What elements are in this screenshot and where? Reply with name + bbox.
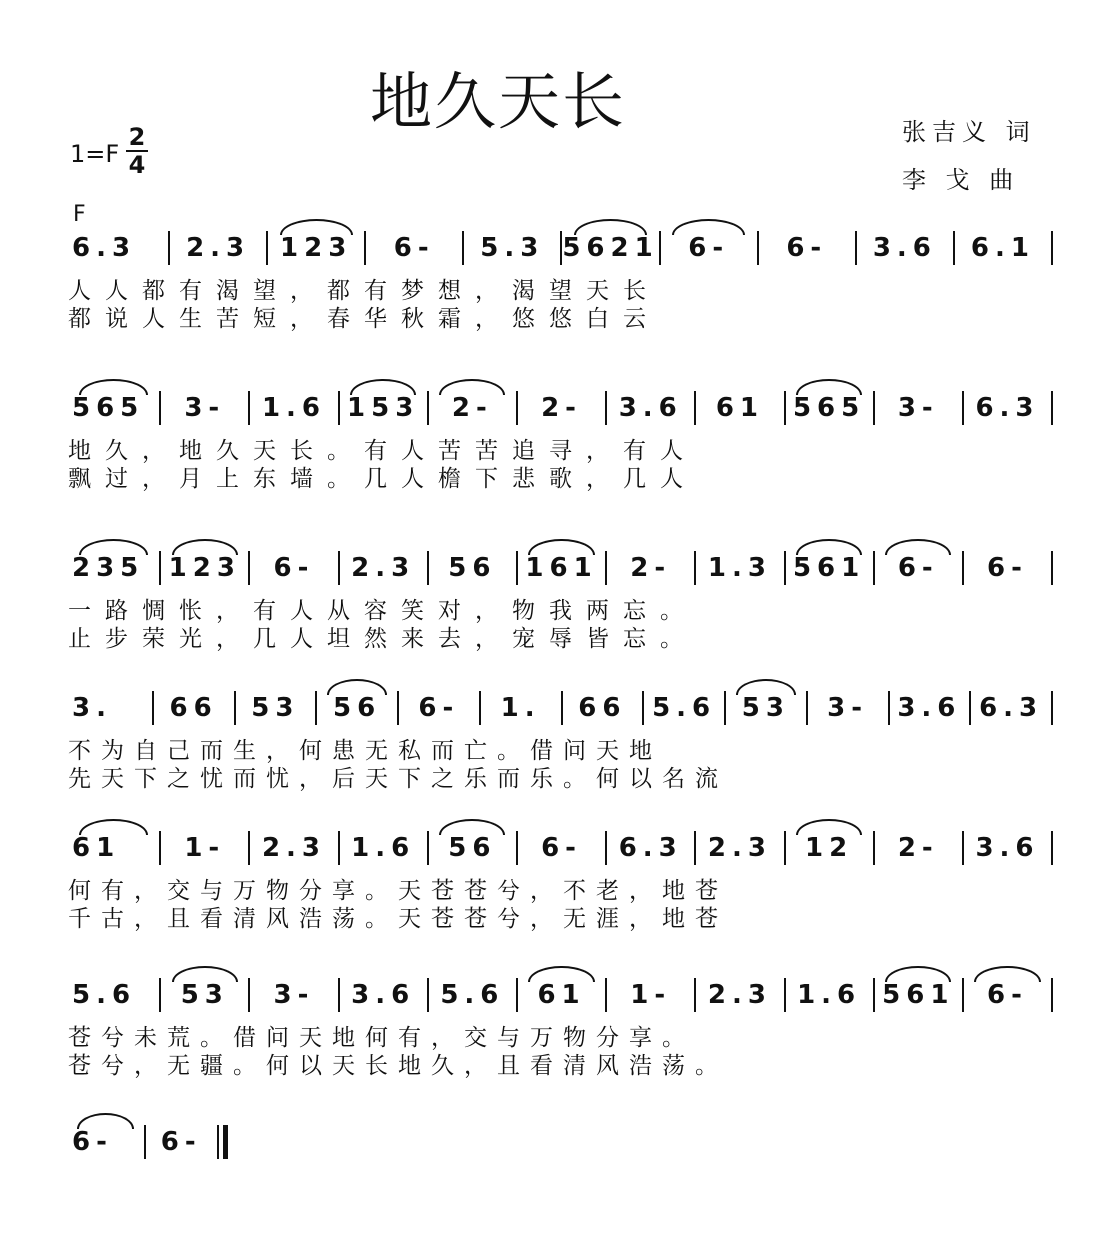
note-group: 61 [518, 980, 605, 1010]
final-barline [223, 1125, 228, 1159]
barline [1051, 231, 1053, 265]
note-group: 61 [68, 833, 159, 863]
note-group: 6- [541, 833, 582, 863]
lyrics-verse2: 飘过，月上东墙。几人檐下悲歌，几人 [68, 466, 697, 492]
note-group: 561 [786, 553, 873, 583]
note-group: 6- [393, 233, 435, 263]
note-group: 3.6 [351, 980, 416, 1010]
song-title: 地久天长 [370, 65, 627, 138]
note-group: 3.6 [897, 693, 962, 723]
note-group: 1.6 [351, 833, 416, 863]
note-group: 161 [518, 553, 605, 583]
lyrics-verse1: 一路惆怅，有人从容笑对，物我两忘。 [68, 598, 697, 624]
note-group: 1. [500, 693, 541, 723]
note-group: 6- [987, 553, 1028, 583]
note-group: 12 [786, 833, 873, 863]
note-group: 2- [630, 553, 672, 583]
score-row [68, 548, 1053, 668]
note-group: 5.6 [72, 980, 137, 1010]
note-group: 66 [169, 693, 218, 723]
notes-line [68, 688, 1053, 728]
lyrics-verse1: 地久，地久天长。有人苦苦追寻，有人 [68, 438, 697, 464]
lyricist-credit: 张吉义 词 [902, 118, 1036, 146]
note-group: 123 [268, 233, 364, 263]
note-group: 1.6 [797, 980, 862, 1010]
note-group: 2.3 [707, 980, 772, 1010]
note-group: 53 [161, 980, 248, 1010]
lyrics-verse2: 先天下之忧而忧，后天下之乐而乐。何以名流 [68, 766, 728, 792]
note-group: 2.3 [186, 233, 251, 263]
lyrics-verse1: 苍兮未荒。借问天地何有，交与万物分享。 [68, 1025, 695, 1051]
lyrics-verse1: 不为自己而生，何患无私而亡。借问天地 [68, 738, 662, 764]
barline [1051, 691, 1053, 725]
score-row [68, 828, 1053, 948]
note-group: 1- [630, 980, 672, 1010]
score-row [68, 388, 1053, 508]
time-signature-top: 2 [128, 123, 146, 151]
note-group: 53 [726, 693, 806, 723]
note-group: 6- [68, 1127, 144, 1157]
notes-line [68, 828, 1053, 868]
note-group: 6.1 [970, 233, 1035, 263]
barline [1051, 391, 1053, 425]
time-signature-bottom: 4 [128, 151, 146, 179]
note-group: 3- [184, 393, 226, 423]
note-group: 6- [875, 553, 962, 583]
notes-line [68, 548, 1053, 588]
barline [1051, 551, 1053, 585]
note-group: 6.3 [72, 233, 137, 263]
note-group: 565 [68, 393, 159, 423]
score-row [68, 688, 1053, 808]
notes-line [68, 228, 1053, 268]
note-group: 5.6 [652, 693, 717, 723]
note-group: 5.6 [440, 980, 505, 1010]
note-group: 6- [964, 980, 1051, 1010]
score-row [68, 228, 1053, 348]
note-group: 3.6 [618, 393, 683, 423]
note-group: 5621 [562, 233, 659, 263]
note-group: 153 [340, 393, 427, 423]
lyrics-verse1: 人人都有渴望，都有梦想，渴望天长 [68, 278, 660, 304]
note-group: 6.3 [975, 393, 1040, 423]
note-group: 6- [418, 693, 460, 723]
note-group: 1.6 [261, 393, 326, 423]
note-group: 2- [541, 393, 582, 423]
note-group: 3- [827, 693, 869, 723]
barline [1051, 978, 1053, 1012]
notes-line [68, 388, 1053, 428]
note-group: 2- [429, 393, 516, 423]
note-group: 3.6 [872, 233, 937, 263]
lyrics-verse1: 何有，交与万物分享。天苍苍兮，不老，地苍 [68, 878, 728, 904]
note-group: 6- [160, 1127, 202, 1157]
key-signature: 1=F [70, 140, 120, 168]
note-group: 1- [184, 833, 226, 863]
note-group: 66 [578, 693, 627, 723]
note-group: 123 [161, 553, 248, 583]
score-row [68, 975, 1053, 1095]
note-group: 561 [875, 980, 962, 1010]
note-group: 3. [72, 693, 112, 723]
barline [1051, 831, 1053, 865]
note-group: 6- [786, 233, 828, 263]
mode-mark: F [73, 202, 86, 227]
note-group: 6- [273, 553, 315, 583]
note-group: 5.3 [480, 233, 545, 263]
note-group: 2- [897, 833, 939, 863]
time-signature [126, 125, 148, 177]
notes-line [68, 1122, 228, 1162]
note-group: 56 [317, 693, 397, 723]
note-group: 1.3 [707, 553, 772, 583]
notes-line [68, 975, 1053, 1015]
note-group: 6- [661, 233, 757, 263]
note-group: 3.6 [975, 833, 1040, 863]
note-group: 61 [715, 393, 764, 423]
lyrics-verse2: 苍兮，无疆。何以天长地久，且看清风浩荡。 [68, 1053, 728, 1079]
composer-credit: 李 戈 曲 [902, 166, 1020, 194]
note-group: 56 [448, 553, 497, 583]
lyrics-verse2: 都说人生苦短，春华秋霜，悠悠白云 [68, 306, 660, 332]
note-group: 2.3 [707, 833, 772, 863]
lyrics-verse2: 止步荣光，几人坦然来去，宠辱皆忘。 [68, 626, 697, 652]
note-group: 565 [786, 393, 873, 423]
note-group: 2.3 [261, 833, 326, 863]
barline [217, 1125, 219, 1159]
note-group: 6.3 [979, 693, 1044, 723]
note-group: 235 [68, 553, 159, 583]
note-group: 56 [429, 833, 516, 863]
note-group: 3- [897, 393, 939, 423]
lyrics-verse2: 千古，且看清风浩荡。天苍苍兮，无涯，地苍 [68, 906, 728, 932]
score-row [68, 1122, 268, 1242]
note-group: 2.3 [351, 553, 416, 583]
note-group: 3- [273, 980, 315, 1010]
note-group: 6.3 [618, 833, 683, 863]
note-group: 53 [251, 693, 300, 723]
